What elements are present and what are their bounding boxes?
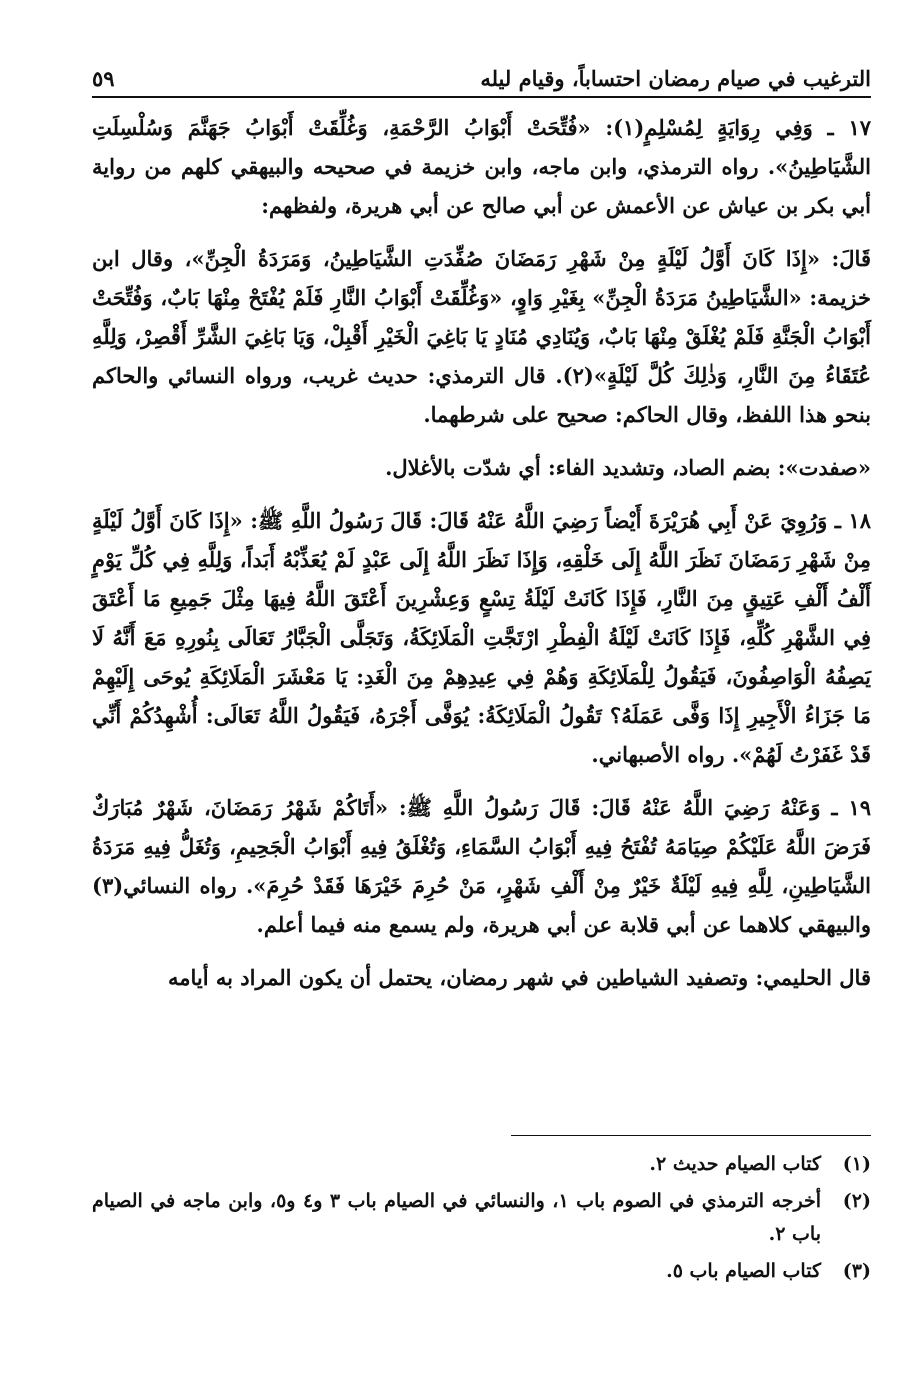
footnote-item xyxy=(92,1255,871,1288)
hadith-19-paragraph: ١٩ ـ وَعَنْهُ رَضِيَ اللَّهُ عَنْهُ قَالَ: قَالَ رَسُولُ اللَّهِ ﷺ: «أَتَاكُمْ شَهْرُ رَمَضَانَ، شَهْرٌ مُبَارَكٌ فَرَضَ اللَّهُ عَلَيْكُمْ صِيَامَهُ تُفْتَحُ فِيهِ أَبْوَابُ السَّمَاءِ، وَتُغْلَقُ فِيهِ أَبْوَابُ الْجَحِيمِ، وَتُغَلُّ فِيهِ مَرَدَةُ الشَّيَاطِينِ، لِلَّهِ فِيهِ لَيْلَةٌ خَيْرٌ مِنْ أَلْفِ شَهْرٍ، مَنْ حُرِمَ خَيْرَهَا فَقَدْ حُرِمَ». رواه النسائي(٣) والبيهقي كلاهما عن أبي قلابة عن أبي هريرة، ولم يسمع منه فيما أعلم. xyxy=(92,795,871,937)
footnote-number: (٣) xyxy=(842,1260,871,1282)
footnote-text: كتاب الصيام باب ٥. xyxy=(666,1260,821,1282)
footnotes xyxy=(92,1148,871,1292)
halimi-paragraph: قال الحليمي: وتصفيد الشياطين في شهر رمضان، يحتمل أن يكون المراد به أيامه xyxy=(167,965,871,990)
footnote-number: (٢) xyxy=(842,1190,871,1212)
footnote-divider xyxy=(511,1135,871,1136)
ibn-khuzaymah-paragraph: قَالَ: «إِذَا كَانَ أَوَّلُ لَيْلَةٍ مِنْ شَهْرِ رَمَضَانَ صُفِّدَتِ الشَّيَاطِينُ، وَمَرَدَةُ الْجِنِّ»، وقال ابن خزيمة: «الشَّيَاطِينُ مَرَدَةُ الْجِنِّ» بِغَيْرِ وَاوٍ، «وَغُلِّقَتْ أَبْوَابُ النَّارِ فَلَمْ يُفْتَحْ مِنْهَا بَابٌ، وَفُتِّحَتْ أَبْوَابُ الْجَنَّةِ فَلَمْ يُغْلَقْ مِنْهَا بَابٌ، وَيُنَادِي مُنَادٍ يَا بَاغِيَ الْخَيْرِ أَقْبِلْ، وَيَا بَاغِيَ الشَّرِّ أَقْصِرْ، وَلِلَّهِ عُتَقَاءُ مِنَ النَّارِ، وَذٰلِكَ كُلَّ لَيْلَةٍ»(٢). قال الترمذي: حديث غريب، ورواه النسائي والحاكم بنحو هذا اللفظ، وقال الحاكم: صحيح على شرطهما. xyxy=(92,246,871,427)
footnote-text: كتاب الصيام حديث ٢. xyxy=(649,1153,821,1175)
footnote-item xyxy=(92,1185,871,1251)
footnote-text: أخرجه الترمذي في الصوم باب ١، والنسائي في الصيام باب ٣ و٤ و٥، وابن ماجه في الصيام باب ٢. xyxy=(92,1190,822,1245)
hadith-18-paragraph: ١٨ ـ وَرُوِيَ عَنْ أَبِي هُرَيْرَةَ أَيْضاً رَضِيَ اللَّهُ عَنْهُ قَالَ: قَالَ رَسُولُ اللَّهِ ﷺ: «إِذَا كَانَ أَوَّلُ لَيْلَةٍ مِنْ شَهْرِ رَمَضَانَ نَظَرَ اللَّهُ إِلَى خَلْقِهِ، وَإِذَا نَظَرَ اللَّهُ إِلَى عَبْدٍ لَمْ يُعَذِّبْهُ أَبَداً، وَلِلَّهِ فِي كُلِّ يَوْمٍ أَلْفُ أَلْفِ عَتِيقٍ مِنَ النَّارِ، فَإِذَا كَانَتْ لَيْلَةُ تِسْعٍ وَعِشْرِينَ أَعْتَقَ اللَّهُ فِيهَا مِثْلَ جَمِيعِ مَا أَعْتَقَ فِي الشَّهْرِ كُلِّهِ، فَإِذَا كَانَتْ لَيْلَةُ الْفِطْرِ ارْتَجَّتِ الْمَلَائِكَةُ، وَتَجَلَّى الْجَبَّارُ تَعَالَى بِنُورِهِ مَعَ أَنَّهُ لَا يَصِفُهُ الْوَاصِفُونَ، فَيَقُولُ لِلْمَلَائِكَةِ وَهُمْ فِي عِيدِهِمْ مِنَ الْغَدِ: يَا مَعْشَرَ الْمَلَائِكَةِ يُوحَى إِلَيْهِمْ مَا جَزَاءُ الْأَجِيرِ إِذَا وَفَّى عَمَلَهُ؟ تَقُولُ الْمَلَائِكَةُ: يُوَفَّى أَجْرَهُ، فَيَقُولُ اللَّهُ تَعَالَى: أُشْهِدُكُمْ أَنِّي قَدْ غَفَرْتُ لَهُمْ». رواه الأصبهاني. xyxy=(92,508,871,767)
footnote-number: (١) xyxy=(842,1153,871,1175)
header-title: الترغيب في صيام رمضان احتساباً، وقيام ليله xyxy=(472,66,871,91)
hadith-17-paragraph: ١٧ ـ وَفِي رِوَايَةٍ لِمُسْلِمٍ(١): «فُتِّحَتْ أَبْوَابُ الرَّحْمَةِ، وَغُلِّقَتْ أَبْوَابُ جَهَنَّمَ وَسُلْسِلَتِ الشَّيَاطِينُ». رواه الترمذي، وابن ماجه، وابن خزيمة في صحيحه والبيهقي كلهم من رواية أبي بكر بن عياش عن الأعمش عن أبي صالح عن أبي هريرة، ولفظهم: xyxy=(92,115,871,218)
footnote-item xyxy=(92,1148,871,1181)
main-text xyxy=(92,108,871,1011)
running-header xyxy=(92,62,871,98)
definition-paragraph: «صفدت»: بضم الصاد، وتشديد الفاء: أي شدّت بالأغلال. xyxy=(385,455,871,480)
page-number: ٥٩ xyxy=(92,66,123,91)
